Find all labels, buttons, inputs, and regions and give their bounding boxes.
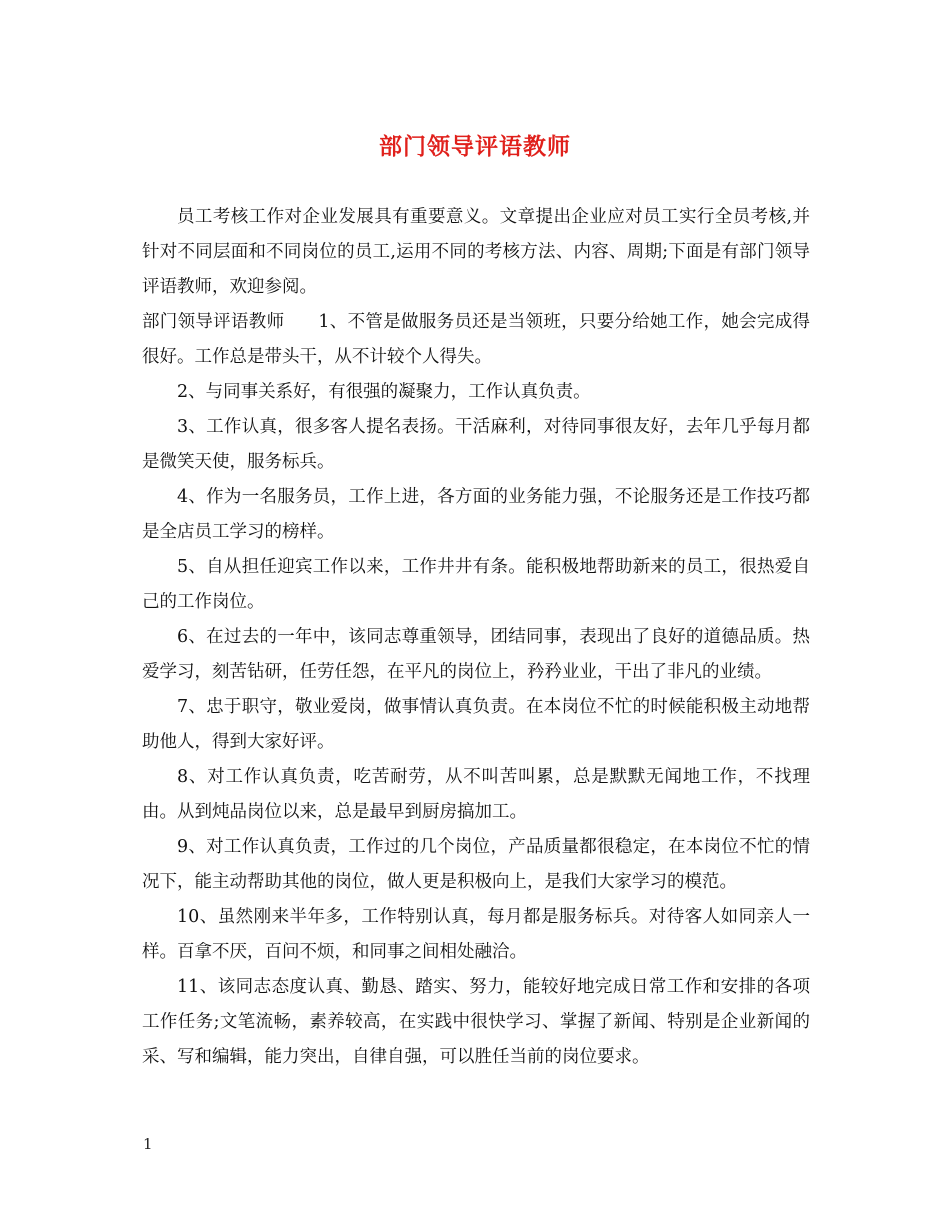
paragraph-item-3: 3、工作认真，很多客人提名表扬。干活麻利，对待同事很友好，去年几乎每月都是微笑天使，服务标兵。 — [142, 417, 810, 472]
item-1-text: 1、不管是做服务员还是当领班，只要分给她工作，她会完成得很好。工作总是带头干，从不计较个人得失。 — [142, 312, 810, 367]
paragraph-item-1 — [142, 305, 810, 375]
document-title: 部门领导评语教师 — [379, 133, 571, 160]
page-number: 1 — [143, 1135, 153, 1153]
paragraph-item-4: 4、作为一名服务员，工作上进，各方面的业务能力强，不论服务还是工作技巧都是全店员工学习的榜样。 — [142, 487, 810, 542]
paragraph-item-11: 11、该同志态度认真、勤恳、踏实、努力，能较好地完成日常工作和安排的各项工作任务;文笔流畅，素养较高，在实践中很快学习、掌握了新闻、特别是企业新闻的采、写和编辑，能力突出，自律自强，可以胜任当前的岗位要求。 — [142, 977, 810, 1067]
paragraph-item-7: 7、忠于职守，敬业爱岗，做事情认真负责。在本岗位不忙的时候能积极主动地帮助他人，得到大家好评。 — [142, 697, 810, 752]
document-body — [142, 200, 810, 1075]
paragraph-item-5: 5、自从担任迎宾工作以来，工作井井有条。能积极地帮助新来的员工，很热爱自己的工作岗位。 — [142, 557, 810, 612]
inline-heading: 部门领导评语教师 — [142, 312, 285, 332]
paragraph-item-6: 6、在过去的一年中，该同志尊重领导，团结同事，表现出了良好的道德品质。热爱学习，刻苦钻研，任劳任怨，在平凡的岗位上，矜矜业业，干出了非凡的业绩。 — [142, 627, 810, 682]
paragraph-item-10: 10、虽然刚来半年多，工作特别认真，每月都是服务标兵。对待客人如同亲人一样。百拿不厌，百问不烦，和同事之间相处融洽。 — [142, 907, 810, 962]
intro-paragraph: 员工考核工作对企业发展具有重要意义。文章提出企业应对员工实行全员考核,并针对不同层面和不同岗位的员工,运用不同的考核方法、内容、周期;下面是有部门领导评语教师，欢迎参阅。 — [142, 207, 810, 297]
paragraph-item-2: 2、与同事关系好，有很强的凝聚力，工作认真负责。 — [177, 382, 591, 402]
paragraph-item-8: 8、对工作认真负责，吃苦耐劳，从不叫苦叫累，总是默默无闻地工作，不找理由。从到炖品岗位以来，总是最早到厨房搞加工。 — [142, 767, 810, 822]
paragraph-item-9: 9、对工作认真负责，工作过的几个岗位，产品质量都很稳定，在本岗位不忙的情况下，能主动帮助其他的岗位，做人更是积极向上，是我们大家学习的模范。 — [142, 837, 810, 892]
